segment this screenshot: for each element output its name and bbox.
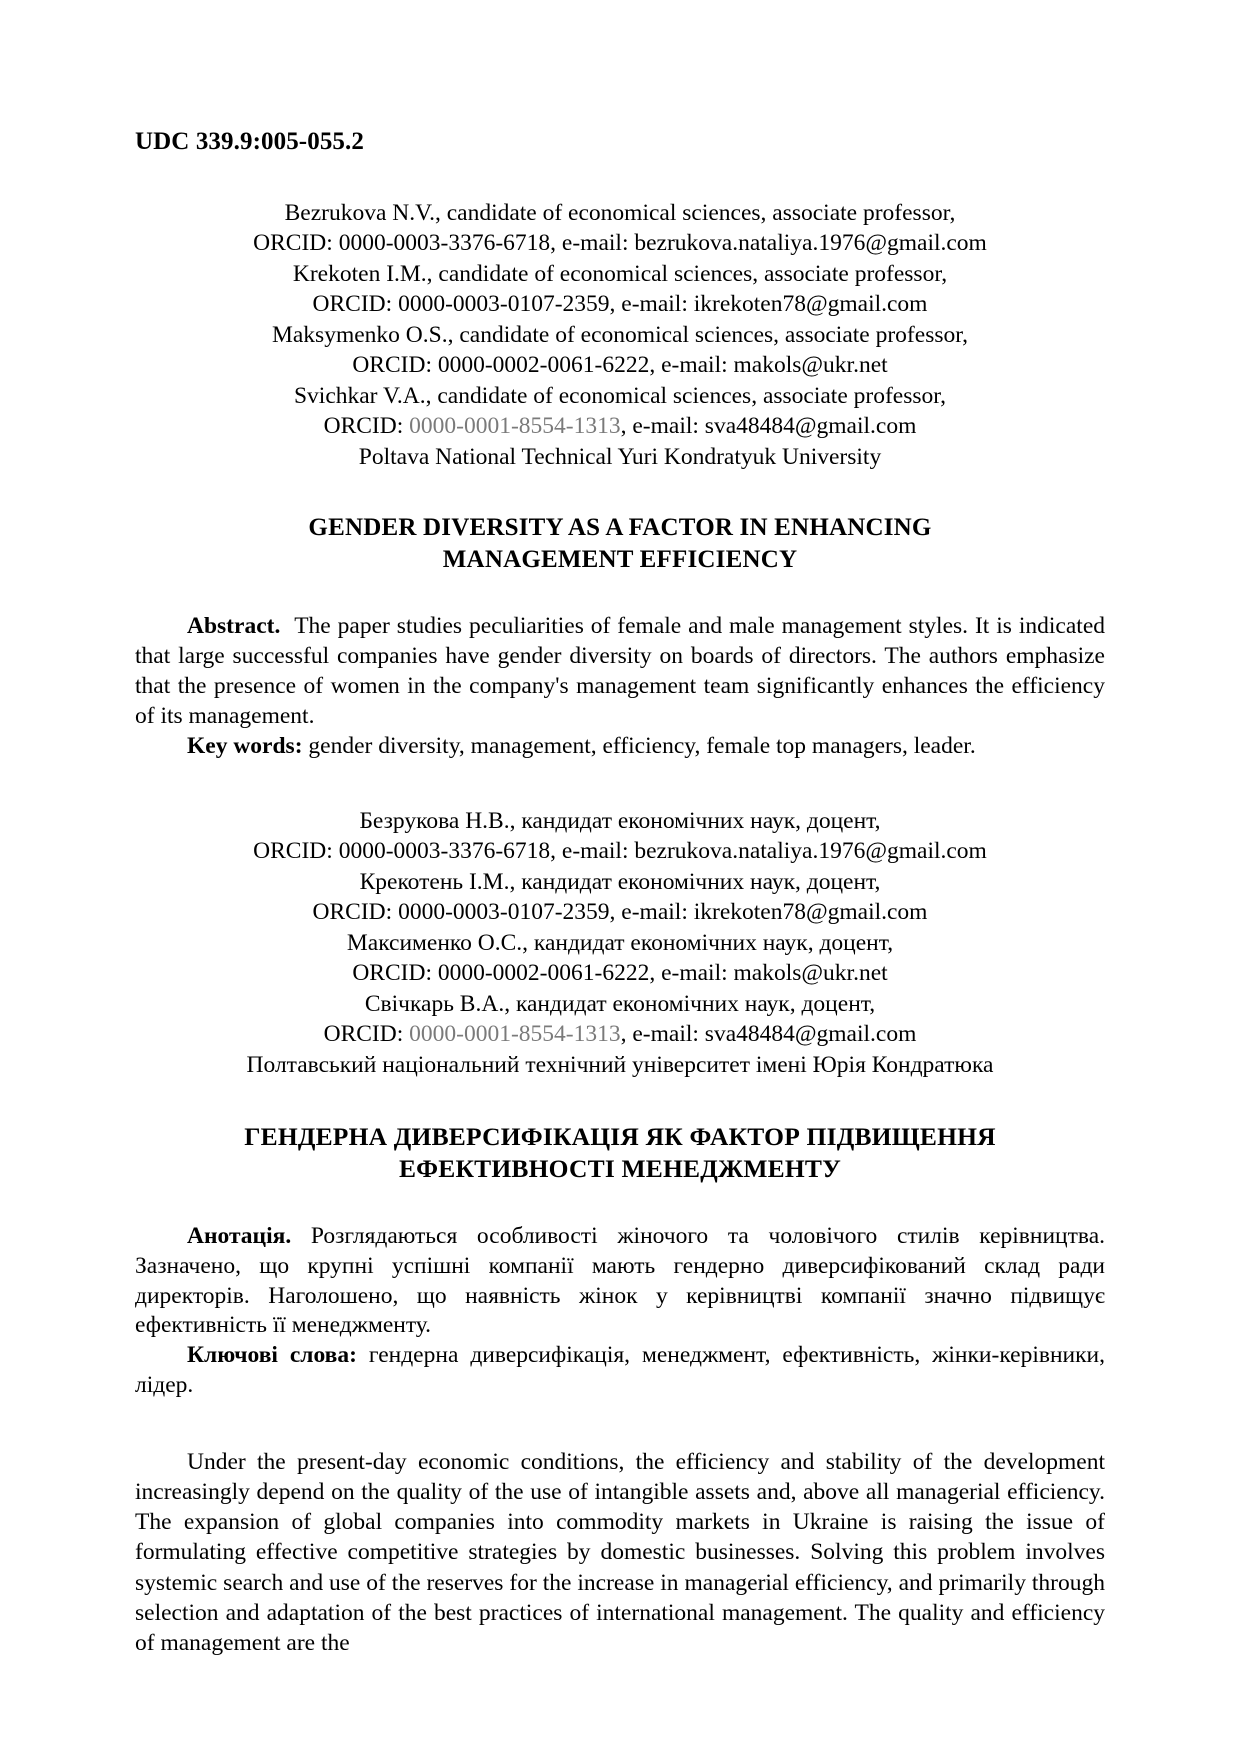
keywords-text: гендерна диверсифікація, менеджмент, ефективність, жінки-керівники, лідер. (135, 1342, 1105, 1399)
orcid-value: 0000-0001-8554-1313 (409, 1021, 621, 1048)
author-contact: , e-mail: makols@ukr.net (649, 960, 888, 987)
author-name-line: Максименко О.С., кандидат економічних наук, доцент, (346, 929, 894, 956)
abstract-label: Анотація. (187, 1222, 292, 1249)
author-name-line: Svichkar V.A., candidate of economical sciences, associate professor, (293, 382, 947, 409)
author-contact: , e-mail: makols@ukr.net (649, 352, 888, 379)
orcid-value: 0000-0002-0061-6222 (437, 960, 650, 987)
orcid-value: 0000-0003-3376-6718 (338, 838, 551, 865)
title-line-1: ГЕНДЕРНА ДИВЕРСИФІКАЦІЯ ЯК ФАКТОР ПІДВИЩЕННЯ (244, 1121, 996, 1151)
orcid-value: 0000-0003-3376-6718 (338, 230, 551, 257)
abstract-paragraph (135, 612, 1105, 731)
ukrainian-paper-title (135, 1121, 1105, 1186)
ukrainian-abstract-section (135, 1222, 1105, 1401)
english-paper-title (135, 512, 1105, 576)
orcid-label: ORCID: (253, 838, 339, 865)
author-orcid-line (135, 411, 1105, 442)
keywords-paragraph (135, 1341, 1105, 1401)
author-orcid-line (135, 958, 1105, 989)
orcid-value: 0000-0001-8554-1313 (409, 413, 621, 440)
affiliation-line: Poltava National Technical Yuri Kondratyuk University (358, 443, 882, 470)
author-orcid-line (135, 897, 1105, 928)
orcid-label: ORCID: (312, 899, 399, 926)
author-orcid-line (135, 1019, 1105, 1050)
keywords-paragraph (135, 732, 1105, 762)
author-contact: , e-mail: ikrekoten78@gmail.com (609, 291, 928, 318)
abstract-text: Розглядаються особливості жіночого та чоловічого стилів керівництва. Зазначено, що крупні успішні компанії мають гендерно диверсифікований склад ради директорів. Наголошено, що наявність жінок у керівництві компанії значно підвищує ефективність її менеджменту. (135, 1222, 1105, 1339)
author-contact: , e-mail: bezrukova.nataliya.1976@gmail.com (550, 230, 987, 257)
author-orcid-line (135, 228, 1105, 259)
author-name-line: Крекотень І.М., кандидат економічних наук, доцент, (359, 868, 881, 895)
english-abstract-section (135, 612, 1105, 761)
orcid-label: ORCID: (323, 1021, 410, 1048)
author-orcid-line (135, 350, 1105, 381)
body-section (135, 1447, 1105, 1658)
keywords-label: Key words: (187, 732, 303, 759)
title-line-1: GENDER DIVERSITY AS A FACTOR IN ENHANCING (308, 514, 932, 542)
author-name-line: Krekoten I.M., candidate of economical sciences, associate professor, (292, 260, 948, 287)
orcid-label: ORCID: (352, 960, 438, 987)
keywords-text: gender diversity, management, efficiency, female top managers, leader. (308, 732, 976, 759)
author-contact: , e-mail: sva48484@gmail.com (620, 1021, 917, 1048)
author-name-line: Безрукова Н.В., кандидат економічних наук, доцент, (359, 807, 881, 834)
author-orcid-line (135, 289, 1105, 320)
orcid-label: ORCID: (323, 413, 410, 440)
author-contact: , e-mail: ikrekoten78@gmail.com (609, 899, 928, 926)
body-paragraph: Under the present-day economic conditions, the efficiency and stability of the development increasingly depend on the quality of the use of intangible assets and, above all managerial efficiency. The expansion of global companies into commodity markets in Ukraine is raising the issue of formulating effective competitive strategies by domestic businesses. Solving this problem involves systemic search and use of the reserves for the increase in managerial efficiency, and primarily through selection and adaptation of the best practices of international management. The quality and efficiency of management are the (135, 1448, 1105, 1656)
orcid-label: ORCID: (253, 230, 339, 257)
keywords-label: Ключові слова: (187, 1342, 357, 1369)
author-contact: , e-mail: sva48484@gmail.com (620, 413, 917, 440)
abstract-label: Abstract. (187, 613, 281, 640)
author-orcid-line (135, 836, 1105, 867)
orcid-value: 0000-0003-0107-2359 (398, 291, 610, 318)
udc-code: UDC 339.9:005-055.2 (135, 128, 364, 155)
author-name-line: Maksymenko O.S., candidate of economical sciences, associate professor, (271, 321, 968, 348)
abstract-text: The paper studies peculiarities of female and male management styles. It is indicated that large successful companies have gender diversity on boards of directors. The authors emphasize that the presence of women in the company's management team significantly enhances the efficiency of its management. (135, 613, 1105, 729)
author-contact: , e-mail: bezrukova.nataliya.1976@gmail.com (550, 838, 987, 865)
abstract-paragraph (135, 1222, 1105, 1341)
orcid-label: ORCID: (312, 291, 399, 318)
english-author-block (135, 198, 1105, 473)
orcid-value: 0000-0003-0107-2359 (398, 899, 610, 926)
ukrainian-author-block (135, 806, 1105, 1081)
title-line-2: ЕФЕКТИВНОСТІ МЕНЕДЖМЕНТУ (398, 1154, 842, 1184)
title-line-2: MANAGEMENT EFFICIENCY (442, 546, 798, 574)
author-name-line: Свічкарь В.А., кандидат економічних наук, доцент, (364, 990, 876, 1017)
orcid-value: 0000-0002-0061-6222 (437, 352, 650, 379)
author-name-line: Bezrukova N.V., candidate of economical sciences, associate professor, (284, 199, 956, 226)
affiliation-line: Полтавський національний технічний університет імені Юрія Кондратюка (246, 1052, 994, 1079)
orcid-label: ORCID: (352, 352, 438, 379)
